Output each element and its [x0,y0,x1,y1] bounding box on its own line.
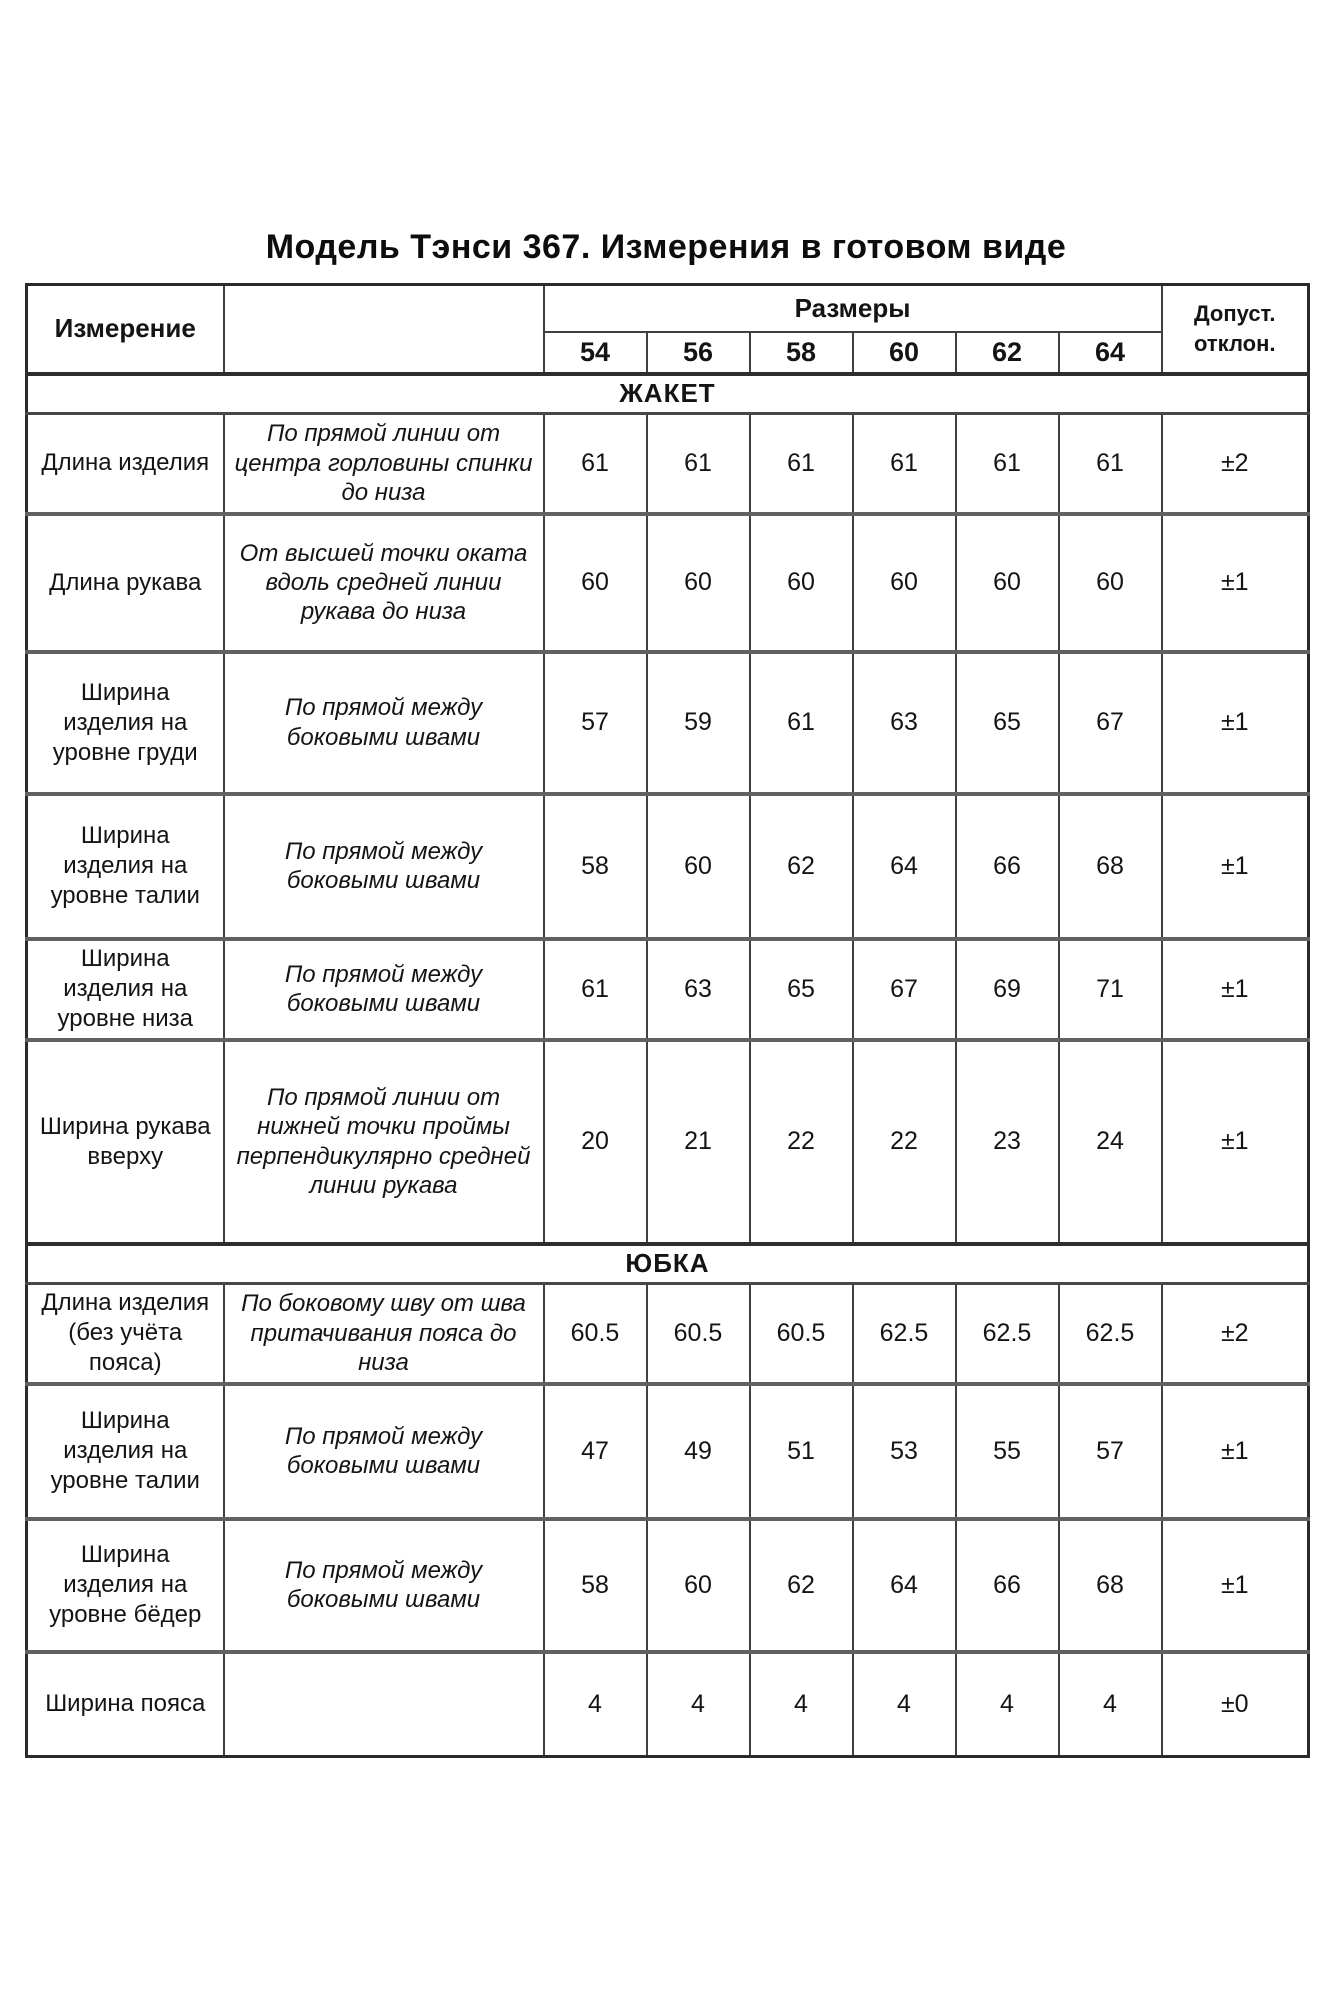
value-cell: 64 [853,1519,956,1652]
value-cell: 55 [956,1384,1059,1519]
value-cell: 4 [544,1652,647,1757]
tolerance-cell: ±1 [1162,514,1309,652]
header-size-62: 62 [956,332,1059,374]
measurement-name-cell: Ширина изделия на уровне груди [27,652,224,794]
value-cell: 62 [750,794,853,939]
value-cell: 20 [544,1040,647,1244]
tolerance-cell: ±1 [1162,1384,1309,1519]
value-cell: 58 [544,1519,647,1652]
value-cell: 67 [1059,652,1162,794]
measurement-name-cell: Ширина изделия на уровне талии [27,794,224,939]
method-cell: По прямой линии от центра горловины спинки до низа [224,414,544,514]
value-cell: 4 [853,1652,956,1757]
measurement-name-cell: Длина изделия (без учёта пояса) [27,1284,224,1384]
value-cell: 4 [956,1652,1059,1757]
value-cell: 22 [750,1040,853,1244]
tolerance-cell: ±2 [1162,414,1309,514]
measurement-name-cell: Ширина изделия на уровне бёдер [27,1519,224,1652]
table-row [27,652,1309,794]
value-cell: 4 [647,1652,750,1757]
value-cell: 66 [956,1519,1059,1652]
table-row [27,1519,1309,1652]
method-cell: По прямой линии от нижней точки проймы перпендикулярно средней линии рукава [224,1040,544,1244]
value-cell: 65 [750,939,853,1040]
method-cell [224,1652,544,1757]
value-cell: 53 [853,1384,956,1519]
value-cell: 60 [647,1519,750,1652]
value-cell: 60 [647,514,750,652]
header-size-54: 54 [544,332,647,374]
header-row-sizes-group [27,285,1309,332]
value-cell: 59 [647,652,750,794]
method-cell: По прямой между боковыми швами [224,652,544,794]
value-cell: 63 [647,939,750,1040]
table-row [27,939,1309,1040]
measurement-name-cell: Ширина рукава вверху [27,1040,224,1244]
table-row [27,1384,1309,1519]
value-cell: 61 [956,414,1059,514]
tolerance-cell: ±1 [1162,652,1309,794]
tolerance-cell: ±1 [1162,939,1309,1040]
header-tolerance [1162,285,1309,374]
value-cell: 60.5 [647,1284,750,1384]
header-size-58: 58 [750,332,853,374]
page-title: Модель Тэнси 367. Измерения в готовом виде [265,228,1067,266]
value-cell: 67 [853,939,956,1040]
value-cell: 58 [544,794,647,939]
value-cell: 61 [647,414,750,514]
section-header-jacket [27,374,1309,414]
value-cell: 62.5 [956,1284,1059,1384]
value-cell: 24 [1059,1040,1162,1244]
value-cell: 23 [956,1040,1059,1244]
measurements-table [25,283,1310,1758]
measurement-name-cell: Ширина изделия на уровне низа [27,939,224,1040]
measurement-name-cell: Ширина пояса [27,1652,224,1757]
tolerance-cell: ±0 [1162,1652,1309,1757]
table-row [27,794,1309,939]
tolerance-cell: ±2 [1162,1284,1309,1384]
method-cell: По прямой между боковыми швами [224,939,544,1040]
header-size-64: 64 [1059,332,1162,374]
value-cell: 60 [853,514,956,652]
value-cell: 60 [956,514,1059,652]
value-cell: 47 [544,1384,647,1519]
value-cell: 61 [853,414,956,514]
method-cell: По прямой между боковыми швами [224,1519,544,1652]
header-sizes-group: Размеры [544,285,1162,332]
method-cell: По боковому шву от шва притачивания пояса до низа [224,1284,544,1384]
tolerance-cell: ±1 [1162,1040,1309,1244]
section-title: ЖАКЕТ [27,374,1309,414]
section-header-skirt [27,1244,1309,1284]
value-cell: 51 [750,1384,853,1519]
value-cell: 62.5 [853,1284,956,1384]
value-cell: 66 [956,794,1059,939]
value-cell: 61 [1059,414,1162,514]
method-cell: По прямой между боковыми швами [224,794,544,939]
table-row [27,414,1309,514]
value-cell: 57 [1059,1384,1162,1519]
tolerance-cell: ±1 [1162,794,1309,939]
value-cell: 61 [544,939,647,1040]
method-cell: По прямой между боковыми швами [224,1384,544,1519]
header-method-empty [224,285,544,374]
value-cell: 62.5 [1059,1284,1162,1384]
measurement-name-cell: Длина рукава [27,514,224,652]
value-cell: 22 [853,1040,956,1244]
tolerance-cell: ±1 [1162,1519,1309,1652]
measurement-name-cell: Ширина изделия на уровне талии [27,1384,224,1519]
value-cell: 61 [544,414,647,514]
section-title: ЮБКА [27,1244,1309,1284]
header-size-60: 60 [853,332,956,374]
header-tolerance-line2: отклон. [1194,330,1276,356]
table-row [27,1284,1309,1384]
value-cell: 62 [750,1519,853,1652]
value-cell: 4 [1059,1652,1162,1757]
table-row [27,514,1309,652]
value-cell: 64 [853,794,956,939]
value-cell: 71 [1059,939,1162,1040]
value-cell: 60.5 [544,1284,647,1384]
value-cell: 57 [544,652,647,794]
value-cell: 4 [750,1652,853,1757]
value-cell: 60 [647,794,750,939]
value-cell: 49 [647,1384,750,1519]
value-cell: 61 [750,652,853,794]
value-cell: 60 [544,514,647,652]
value-cell: 69 [956,939,1059,1040]
table-row [27,1652,1309,1757]
header-measurement: Измерение [27,285,224,374]
method-cell: От высшей точки оката вдоль средней линии рукава до низа [224,514,544,652]
value-cell: 65 [956,652,1059,794]
table-row [27,1040,1309,1244]
value-cell: 61 [750,414,853,514]
header-size-56: 56 [647,332,750,374]
value-cell: 68 [1059,1519,1162,1652]
value-cell: 60 [1059,514,1162,652]
value-cell: 60 [750,514,853,652]
measurement-name-cell: Длина изделия [27,414,224,514]
value-cell: 60.5 [750,1284,853,1384]
value-cell: 63 [853,652,956,794]
header-tolerance-line1: Допуст. [1193,301,1276,327]
value-cell: 21 [647,1040,750,1244]
value-cell: 68 [1059,794,1162,939]
